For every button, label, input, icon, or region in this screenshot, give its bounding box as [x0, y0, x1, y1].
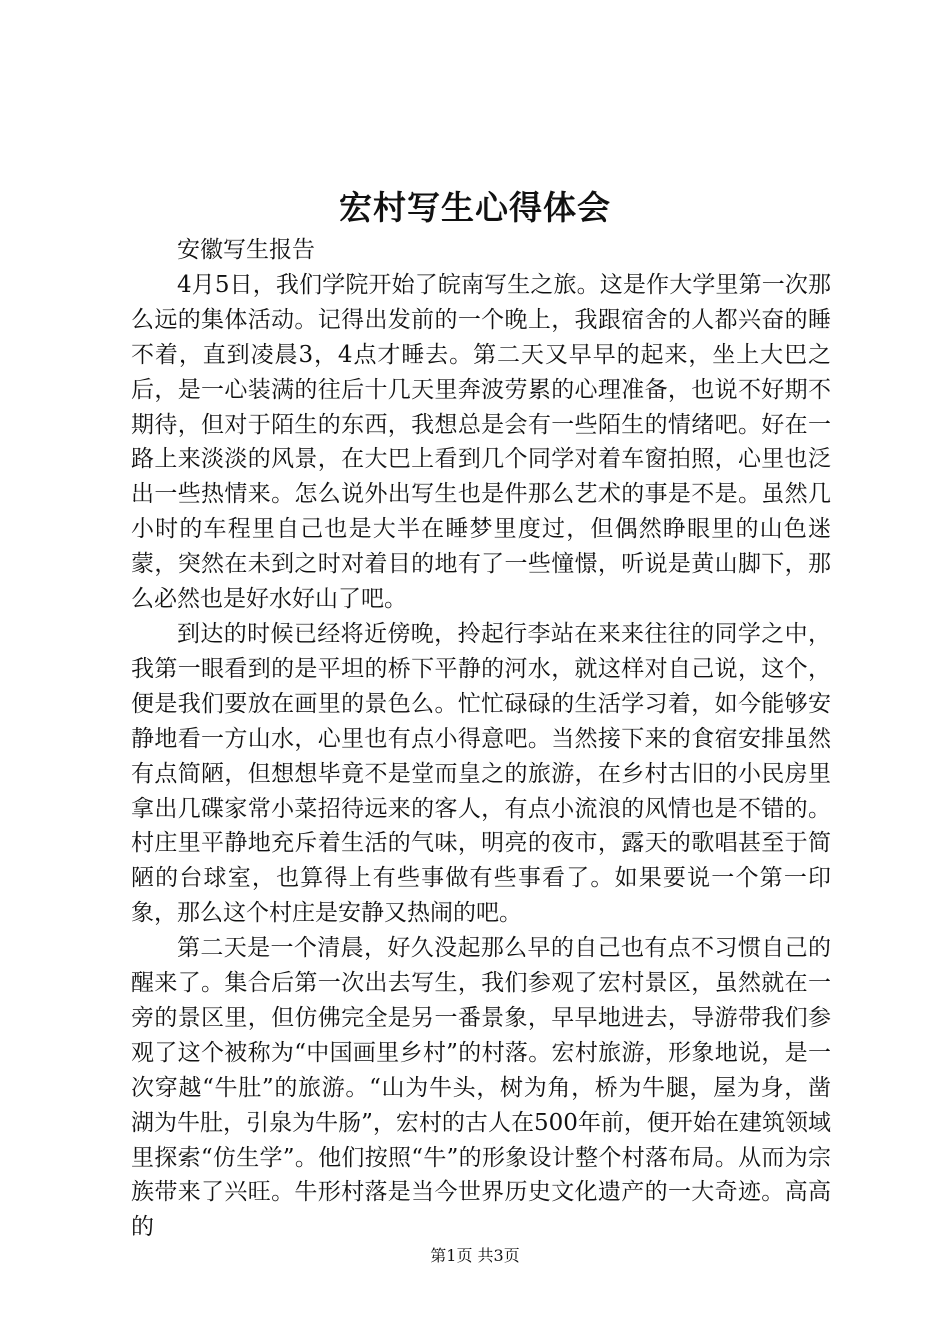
page-number: 第1页 共3页 — [430, 1246, 520, 1265]
subtitle-paragraph: 安徽写生报告 — [177, 237, 315, 263]
body-paragraph: 到达的时候已经将近傍晚，拎起行李站在来来往往的同学之中，我第一眼看到的是平坦的桥下平静的河水，就这样对自己说，这个，便是我们要放在画里的景色么。忙忙碌碌的生活学习着，如今能够安静地看一方山水，心里也有点小得意吧。当然接下来的食宿安排虽然有点简陋，但想想毕竟不是堂而皇之的旅游，在乡村古旧的小民房里拿出几碟家常小菜招待远来的客人，有点小流浪的风情也是不错的。村庄里平静地充斥着生活的气味，明亮的夜市，露天的歌唱甚至于简陋的台球室，也算得上有些事做有些事看了。如果要说一个第一印象，那么这个村庄是安静又热闹的吧。 — [131, 620, 831, 927]
page-title: 宏村写生心得体会 — [339, 188, 611, 227]
body-paragraph: 4月5日，我们学院开始了皖南写生之旅。这是作大学里第一次那么远的集体活动。记得出发前的一个晚上，我跟宿舍的人都兴奋的睡不着，直到凌晨3，4点才睡去。第二天又早早的起来，坐上大巴之后，是一心装满的往后十几天里奔波劳累的心理准备，也说不好期不期待，但对于陌生的东西，我想总是会有一些陌生的情绪吧。好在一路上来淡淡的风景，在大巴上看到几个同学对着车窗拍照，心里也泛出一些热情来。怎么说外出写生也是件那么艺术的事是不是。虽然几小时的车程里自己也是大半在睡梦里度过，但偶然睁眼里的山色迷蒙，突然在未到之时对着目的地有了一些憧憬，听说是黄山脚下，那么必然也是好水好山了吧。 — [131, 271, 831, 613]
body-paragraph: 第二天是一个清晨，好久没起那么早的自己也有点不习惯自己的醒来了。集合后第一次出去写生，我们参观了宏村景区，虽然就在一旁的景区里，但仿佛完全是另一番景象，早早地进去，导游带我们参观了这个被称为“中国画里乡村”的村落。宏村旅游，形象地说，是一次穿越“牛肚”的旅游。“山为牛头，树为角，桥为牛腿，屋为身，凿湖为牛肚，引泉为牛肠”，宏村的古人在500年前，便开始在建筑领域里探索“仿生学”。他们按照“牛”的形象设计整个村落布局。从而为宗族带来了兴旺。牛形村落是当今世界历史文化遗产的一大奇迹。高高的 — [131, 935, 831, 1241]
document-body — [131, 233, 831, 1245]
